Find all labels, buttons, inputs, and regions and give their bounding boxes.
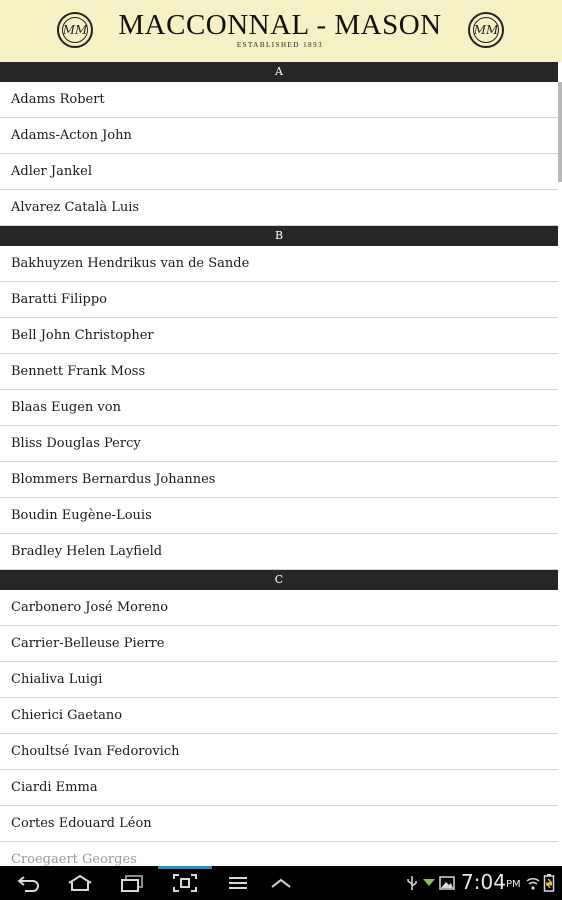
artist-list-item[interactable]: Choultsé Ivan Fedorovich — [0, 734, 558, 770]
section-header-b: B — [0, 226, 558, 246]
brand-title: MACCONNAL - MASON — [118, 9, 442, 41]
artist-list-item[interactable]: Bakhuyzen Hendrikus van de Sande — [0, 246, 558, 282]
artist-list-item[interactable]: Baratti Filippo — [0, 282, 558, 318]
status-clock: 7:04 — [461, 870, 506, 894]
artist-list[interactable] — [0, 62, 558, 866]
home-button[interactable] — [62, 866, 98, 900]
artist-list-item[interactable]: Bell John Christopher — [0, 318, 558, 354]
mm-logo-left-icon: MM — [57, 12, 93, 48]
chevron-up-icon — [269, 876, 293, 890]
screenshot-icon — [172, 873, 198, 893]
artist-list-item[interactable]: Carbonero José Moreno — [0, 590, 558, 626]
artist-list-item[interactable]: Chialiva Luigi — [0, 662, 558, 698]
artist-list-item[interactable]: Adler Jankel — [0, 154, 558, 190]
artist-list-item[interactable]: Adams-Acton John — [0, 118, 558, 154]
artist-list-item[interactable]: Carrier-Belleuse Pierre — [0, 626, 558, 662]
artist-list-item[interactable]: Adams Robert — [0, 82, 558, 118]
artist-list-item[interactable]: Croegaert Georges — [0, 842, 558, 866]
home-icon — [66, 874, 94, 892]
battery-icon — [543, 873, 555, 893]
artist-list-item[interactable]: Blaas Eugen von — [0, 390, 558, 426]
artist-list-item[interactable]: Bradley Helen Layfield — [0, 534, 558, 570]
artist-list-item[interactable]: Bliss Douglas Percy — [0, 426, 558, 462]
app-header — [0, 0, 562, 62]
image-icon — [438, 874, 456, 892]
status-icons[interactable] — [405, 866, 456, 900]
artist-list-item[interactable]: Cortes Edouard Léon — [0, 806, 558, 842]
artist-list-item[interactable]: Blommers Bernardus Johannes — [0, 462, 558, 498]
wifi-icon — [525, 874, 541, 892]
status-ampm: PM — [506, 879, 521, 890]
back-button[interactable] — [10, 866, 46, 900]
scrollbar[interactable] — [558, 82, 562, 182]
recent-apps-button[interactable] — [116, 866, 148, 900]
artist-list-item[interactable]: Boudin Eugène-Louis — [0, 498, 558, 534]
download-icon — [421, 874, 437, 892]
section-header-a: A — [0, 62, 558, 82]
brand-established: ESTABLISHED 1893 — [236, 41, 324, 49]
system-bar — [0, 866, 562, 900]
artist-list-item[interactable]: Alvarez Català Luis — [0, 190, 558, 226]
menu-button[interactable] — [222, 866, 254, 900]
menu-icon — [227, 875, 249, 891]
usb-icon — [405, 874, 419, 892]
screenshot-button[interactable] — [168, 866, 202, 900]
artist-list-item[interactable]: Chierici Gaetano — [0, 698, 558, 734]
section-header-c: C — [0, 570, 558, 590]
status-icons-right[interactable] — [525, 866, 555, 900]
artist-list-item[interactable]: Bennett Frank Moss — [0, 354, 558, 390]
expand-button[interactable] — [265, 866, 297, 900]
mm-logo-right-icon: MM — [468, 12, 504, 48]
back-icon — [15, 874, 41, 892]
artist-list-item[interactable]: Ciardi Emma — [0, 770, 558, 806]
recent-apps-icon — [119, 874, 145, 892]
